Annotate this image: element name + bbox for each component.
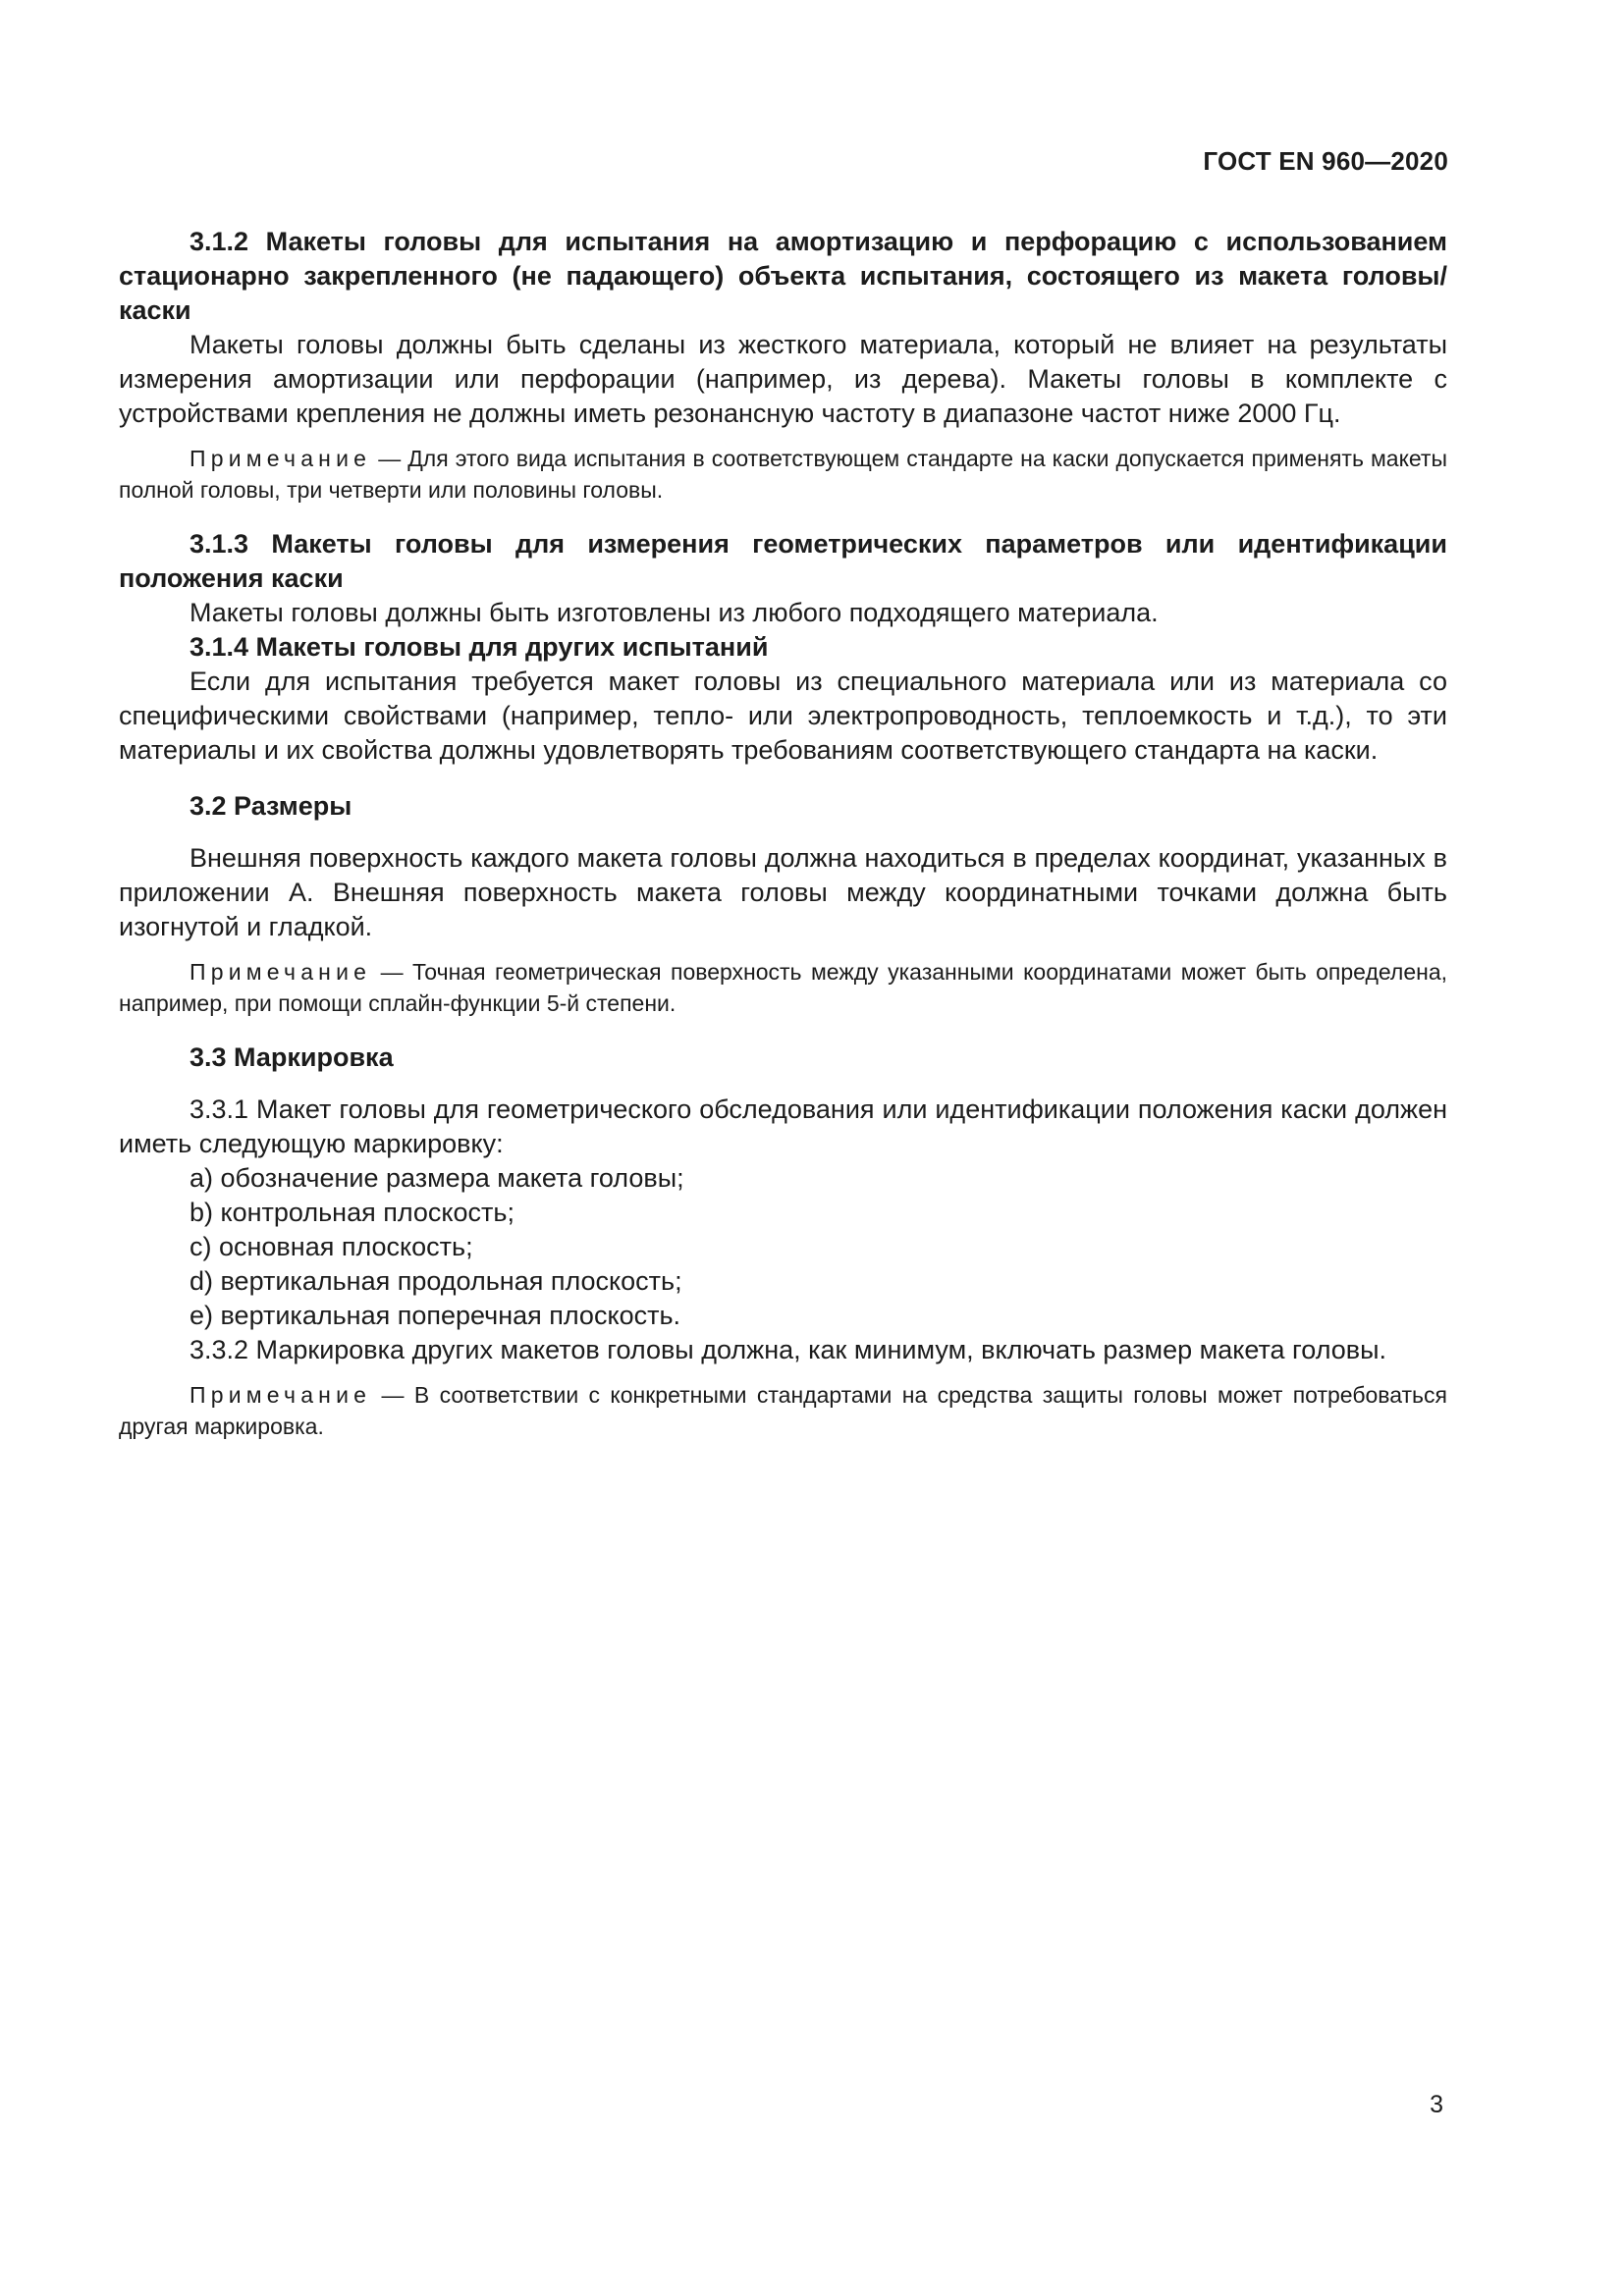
- note-text: — Для этого вида испытания в соответствующем стандарте на каски допускается применять макеты полной головы, три четверти или половины головы.: [119, 446, 1447, 503]
- heading-3-1-4: 3.1.4 Макеты головы для других испытаний: [189, 632, 769, 662]
- list-item: d) вертикальная продольная плоскость;: [189, 1266, 682, 1296]
- paragraph-3-1-2: Макеты головы должны быть сделаны из жесткого материала, который не влияет на результаты измерения амортизации или перфорации (например, из дерева). Макеты головы в комплекте с устройствами крепления не должны иметь резонансную частоту в диапазоне частот ниже 2000 Гц.: [119, 330, 1447, 428]
- paragraph-3-1-4: Если для испытания требуется макет головы из специального материала или из материала со специфическими свойствами (например, тепло- или электропроводность, теплоемкость и т.д.), то эти материалы и их свойства должны удовлетворять требованиям соответствующего стандарта на каски.: [119, 667, 1447, 765]
- page-content: [119, 225, 1447, 1452]
- list-item: b) контрольная плоскость;: [189, 1198, 514, 1227]
- heading-3-2: 3.2 Размеры: [189, 791, 352, 821]
- note-3-3: [119, 1379, 1447, 1442]
- note-3-1-2: [119, 443, 1447, 506]
- paragraph-3-3-2: 3.3.2 Маркировка других макетов головы должна, как минимум, включать размер макета головы.: [189, 1335, 1387, 1364]
- list-item: a) обозначение размера макета головы;: [189, 1163, 684, 1193]
- note-3-2: [119, 956, 1447, 1019]
- note-label: Примечание: [189, 446, 372, 471]
- heading-3-3: 3.3 Маркировка: [189, 1042, 394, 1072]
- paragraph-3-1-3: Макеты головы должны быть изготовлены из любого подходящего материала.: [189, 598, 1159, 627]
- document-code: ГОСТ EN 960—2020: [1203, 146, 1448, 176]
- note-label: Примечание: [189, 1382, 372, 1408]
- list-item: e) вертикальная поперечная плоскость.: [189, 1301, 681, 1330]
- list-item: c) основная плоскость;: [189, 1232, 473, 1261]
- page-number: 3: [1430, 2091, 1443, 2118]
- paragraph-3-3-1: 3.3.1 Макет головы для геометрического обследования или идентификации положения каски должен иметь следующую маркировку:: [119, 1095, 1447, 1158]
- note-label: Примечание: [189, 959, 372, 985]
- heading-3-1-3: 3.1.3 Макеты головы для измерения геометрических параметров или идентификации положения каски: [119, 529, 1447, 593]
- heading-3-1-2: 3.1.2 Макеты головы для испытания на амортизацию и перфорацию с использованием стационарно закрепленного (не падающего) объекта испытания, состоящего из макета головы/каски: [119, 227, 1447, 325]
- note-text: — Точная геометрическая поверхность между указанными координатами может быть определена, например, при помощи сплайн-функции 5-й степени.: [119, 959, 1447, 1016]
- paragraph-3-2: Внешняя поверхность каждого макета головы должна находиться в пределах координат, указанных в приложении А. Внешняя поверхность макета головы между координатными точками должна быть изогнутой и гладкой.: [119, 843, 1447, 941]
- note-text: — В соответствии с конкретными стандартами на средства защиты головы может потребоваться другая маркировка.: [119, 1382, 1447, 1439]
